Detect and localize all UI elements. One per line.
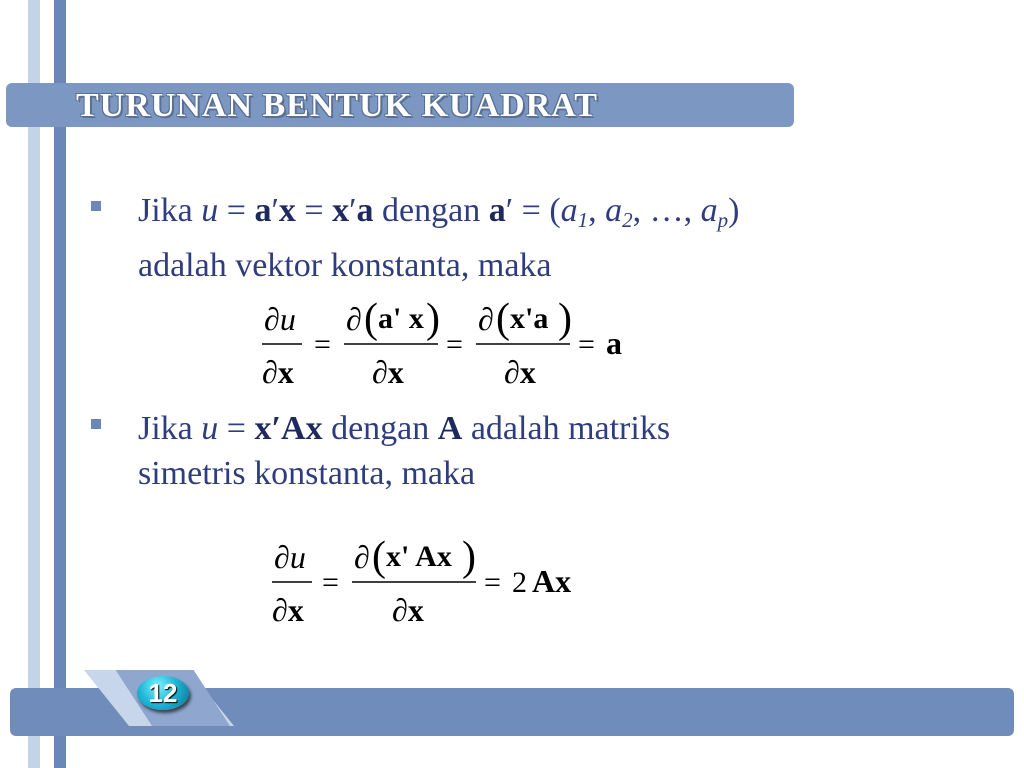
eq2-den1: ∂x <box>272 592 304 628</box>
eq1-den2: ∂x <box>372 354 404 390</box>
eq2-result-coef: 2 <box>512 566 527 599</box>
equation-1 <box>258 292 638 397</box>
eq1-num3-lparen: ( <box>496 296 510 342</box>
bullet-2-text: Jika u = x′Ax dengan A adalah matriks simetris konstanta, maka <box>138 410 671 492</box>
eq1-result: a <box>606 325 622 361</box>
eq1-equals-2: = <box>446 328 463 361</box>
eq1-num2-partial: ∂ <box>346 301 362 337</box>
slide-title: TURUNAN BENTUK KUADRAT <box>76 87 598 124</box>
eq1-num1: ∂u <box>264 301 296 337</box>
eq2-num2-inner: x' Ax <box>386 540 452 573</box>
eq2-num2-lparen: ( <box>372 534 386 580</box>
eq1-num3-inner: x'a <box>510 302 549 335</box>
bullet-1-marker <box>91 201 101 211</box>
eq1-num3-partial: ∂ <box>478 301 494 337</box>
eq2-num1: ∂u <box>274 539 306 575</box>
eq1-num2-lparen: ( <box>364 296 378 342</box>
eq2-result: Ax <box>532 563 572 599</box>
eq2-num2-partial: ∂ <box>354 539 370 575</box>
eq2-num2-rparen: ) <box>462 534 476 580</box>
bullet-2-marker <box>91 419 101 429</box>
eq1-equals-1: = <box>314 328 331 361</box>
eq2-equals-2: = <box>484 566 501 599</box>
bullet-1-text: Jika u = a′x = x′a dengan $a' = (a_1$, $a_2$, …, $a_p$) adalah vektor konstanta, maka <box>138 192 740 284</box>
eq1-num2-rparen: ) <box>426 296 440 342</box>
eq1-equals-3: = <box>578 328 595 361</box>
eq1-num2-inner: a' x <box>378 302 424 335</box>
eq2-equals-1: = <box>322 566 339 599</box>
eq1-den1: ∂x <box>262 354 294 390</box>
equation-2 <box>268 530 598 635</box>
eq2-den2: ∂x <box>392 592 424 628</box>
eq1-den3: ∂x <box>504 354 536 390</box>
eq1-num3-rparen: ) <box>558 296 572 342</box>
page-number: 12 <box>148 678 178 708</box>
